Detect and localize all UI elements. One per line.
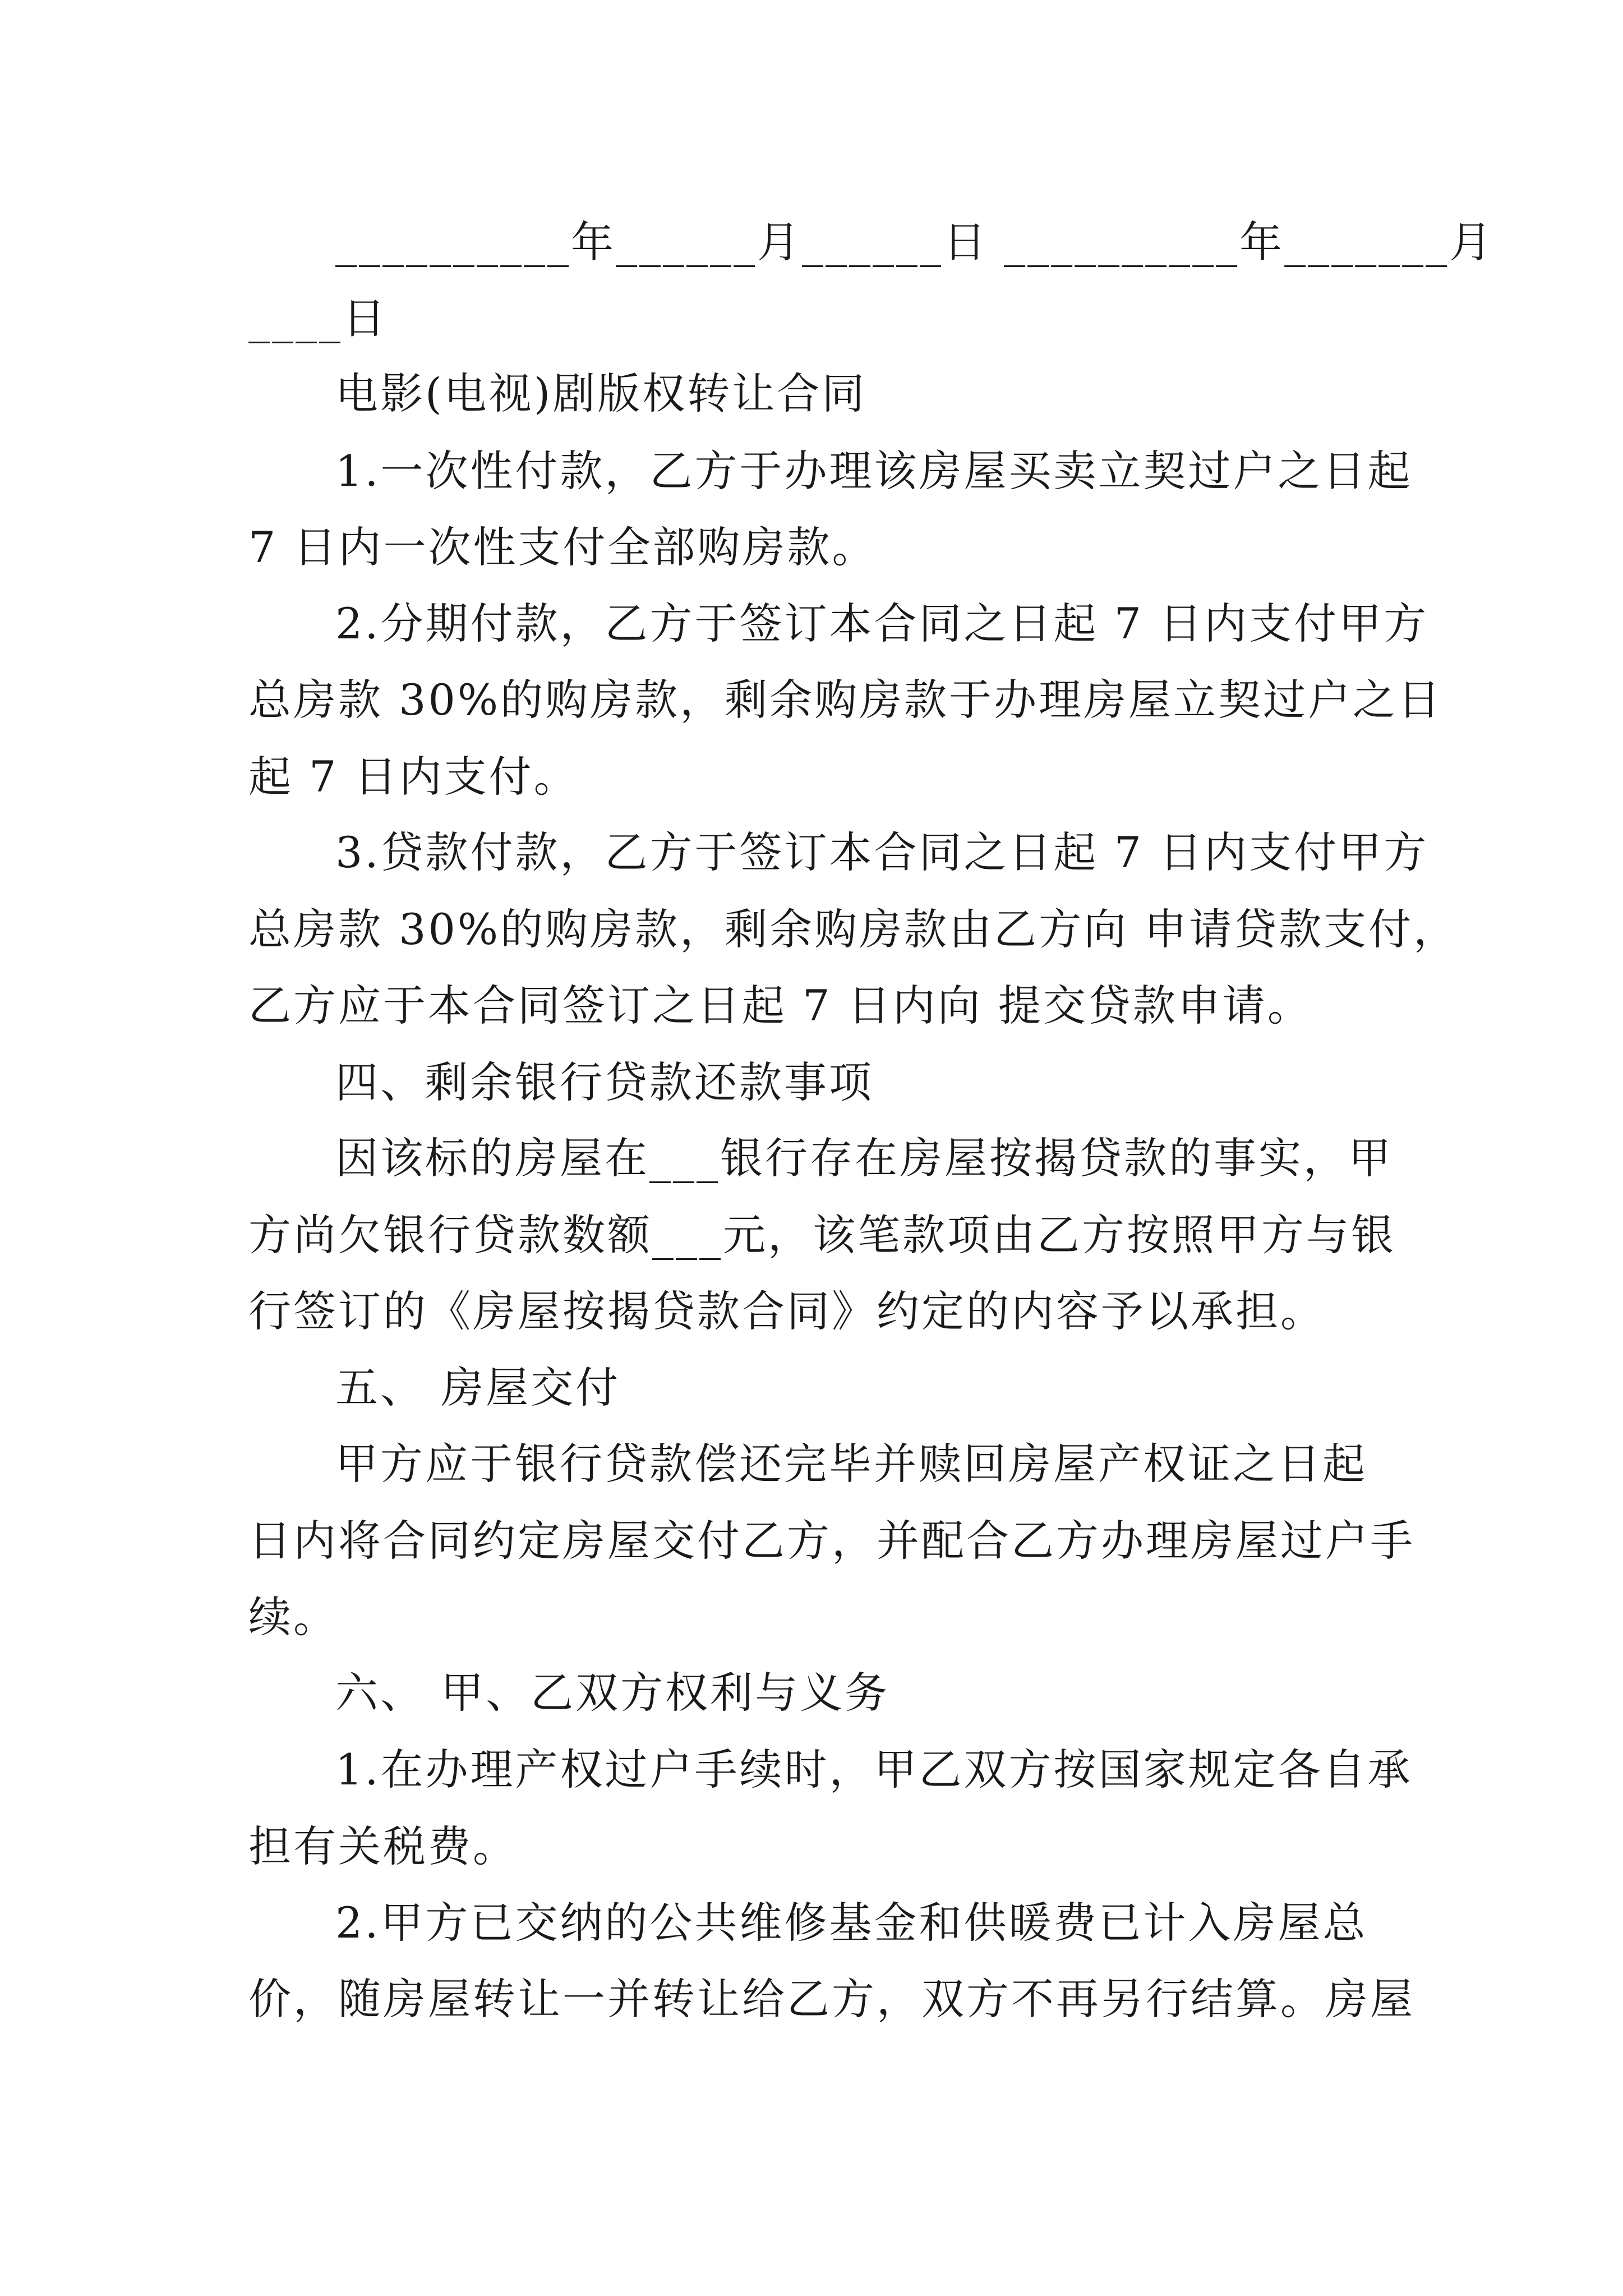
paragraph-line: 甲方应于银行贷款偿还完毕并赎回房屋产权证之日起 [335, 1439, 1367, 1489]
paragraph-line: 方尚欠银行贷款数额___元，该笔款项由乙方按照甲方与银 [248, 1210, 1396, 1260]
section-heading: 四、剩余银行贷款还款事项 [335, 1057, 874, 1107]
paragraph-line: 因该标的房屋在___银行存在房屋按揭贷款的事实，甲 [335, 1133, 1393, 1183]
paragraph-line: 3.贷款付款，乙方于签订本合同之日起 7 日内支付甲方 [335, 827, 1429, 877]
paragraph-line: 价，随房屋转让一并转让给乙方，双方不再另行结算。房屋 [248, 1974, 1415, 2024]
date-line: __________年______月______日 __________年_______月 [335, 217, 1495, 267]
paragraph-line: 7 日内一次性支付全部购房款。 [248, 522, 877, 572]
paragraph-line: 总房款 30%的购房款，剩余购房款于办理房屋立契过户之日 [248, 675, 1443, 725]
contract-title: 电影(电视)剧版权转让合同 [335, 369, 867, 418]
paragraph-line: 总房款 30%的购房款，剩余购房款由乙方向 申请贷款支付， [248, 904, 1459, 954]
paragraph-line: 1.在办理产权过户手续时，甲乙双方按国家规定各自承 [335, 1745, 1413, 1795]
paragraph-line: 续。 [248, 1592, 338, 1642]
paragraph-line: 2.甲方已交纳的公共维修基金和供暖费已计入房屋总 [335, 1898, 1368, 1948]
section-heading: 六、 甲、乙双方权利与义务 [335, 1668, 890, 1718]
paragraph-line: 2.分期付款，乙方于签订本合同之日起 7 日内支付甲方 [335, 599, 1429, 648]
paragraph-line: 担有关税费。 [248, 1821, 518, 1871]
paragraph-line: 乙方应于本合同签订之日起 7 日内向 提交贷款申请。 [248, 981, 1312, 1030]
paragraph-line: 行签订的《房屋按揭贷款合同》约定的内容予以承担。 [248, 1286, 1325, 1336]
date-line-continued: ____日 [248, 293, 388, 343]
paragraph-line: 起 7 日内支付。 [248, 752, 579, 802]
paragraph-line: 1.一次性付款，乙方于办理该房屋买卖立契过户之日起 [335, 446, 1413, 496]
section-heading: 五、 房屋交付 [335, 1363, 621, 1412]
paragraph-line: 日内将合同约定房屋交付乙方，并配合乙方办理房屋过户手 [248, 1516, 1415, 1566]
